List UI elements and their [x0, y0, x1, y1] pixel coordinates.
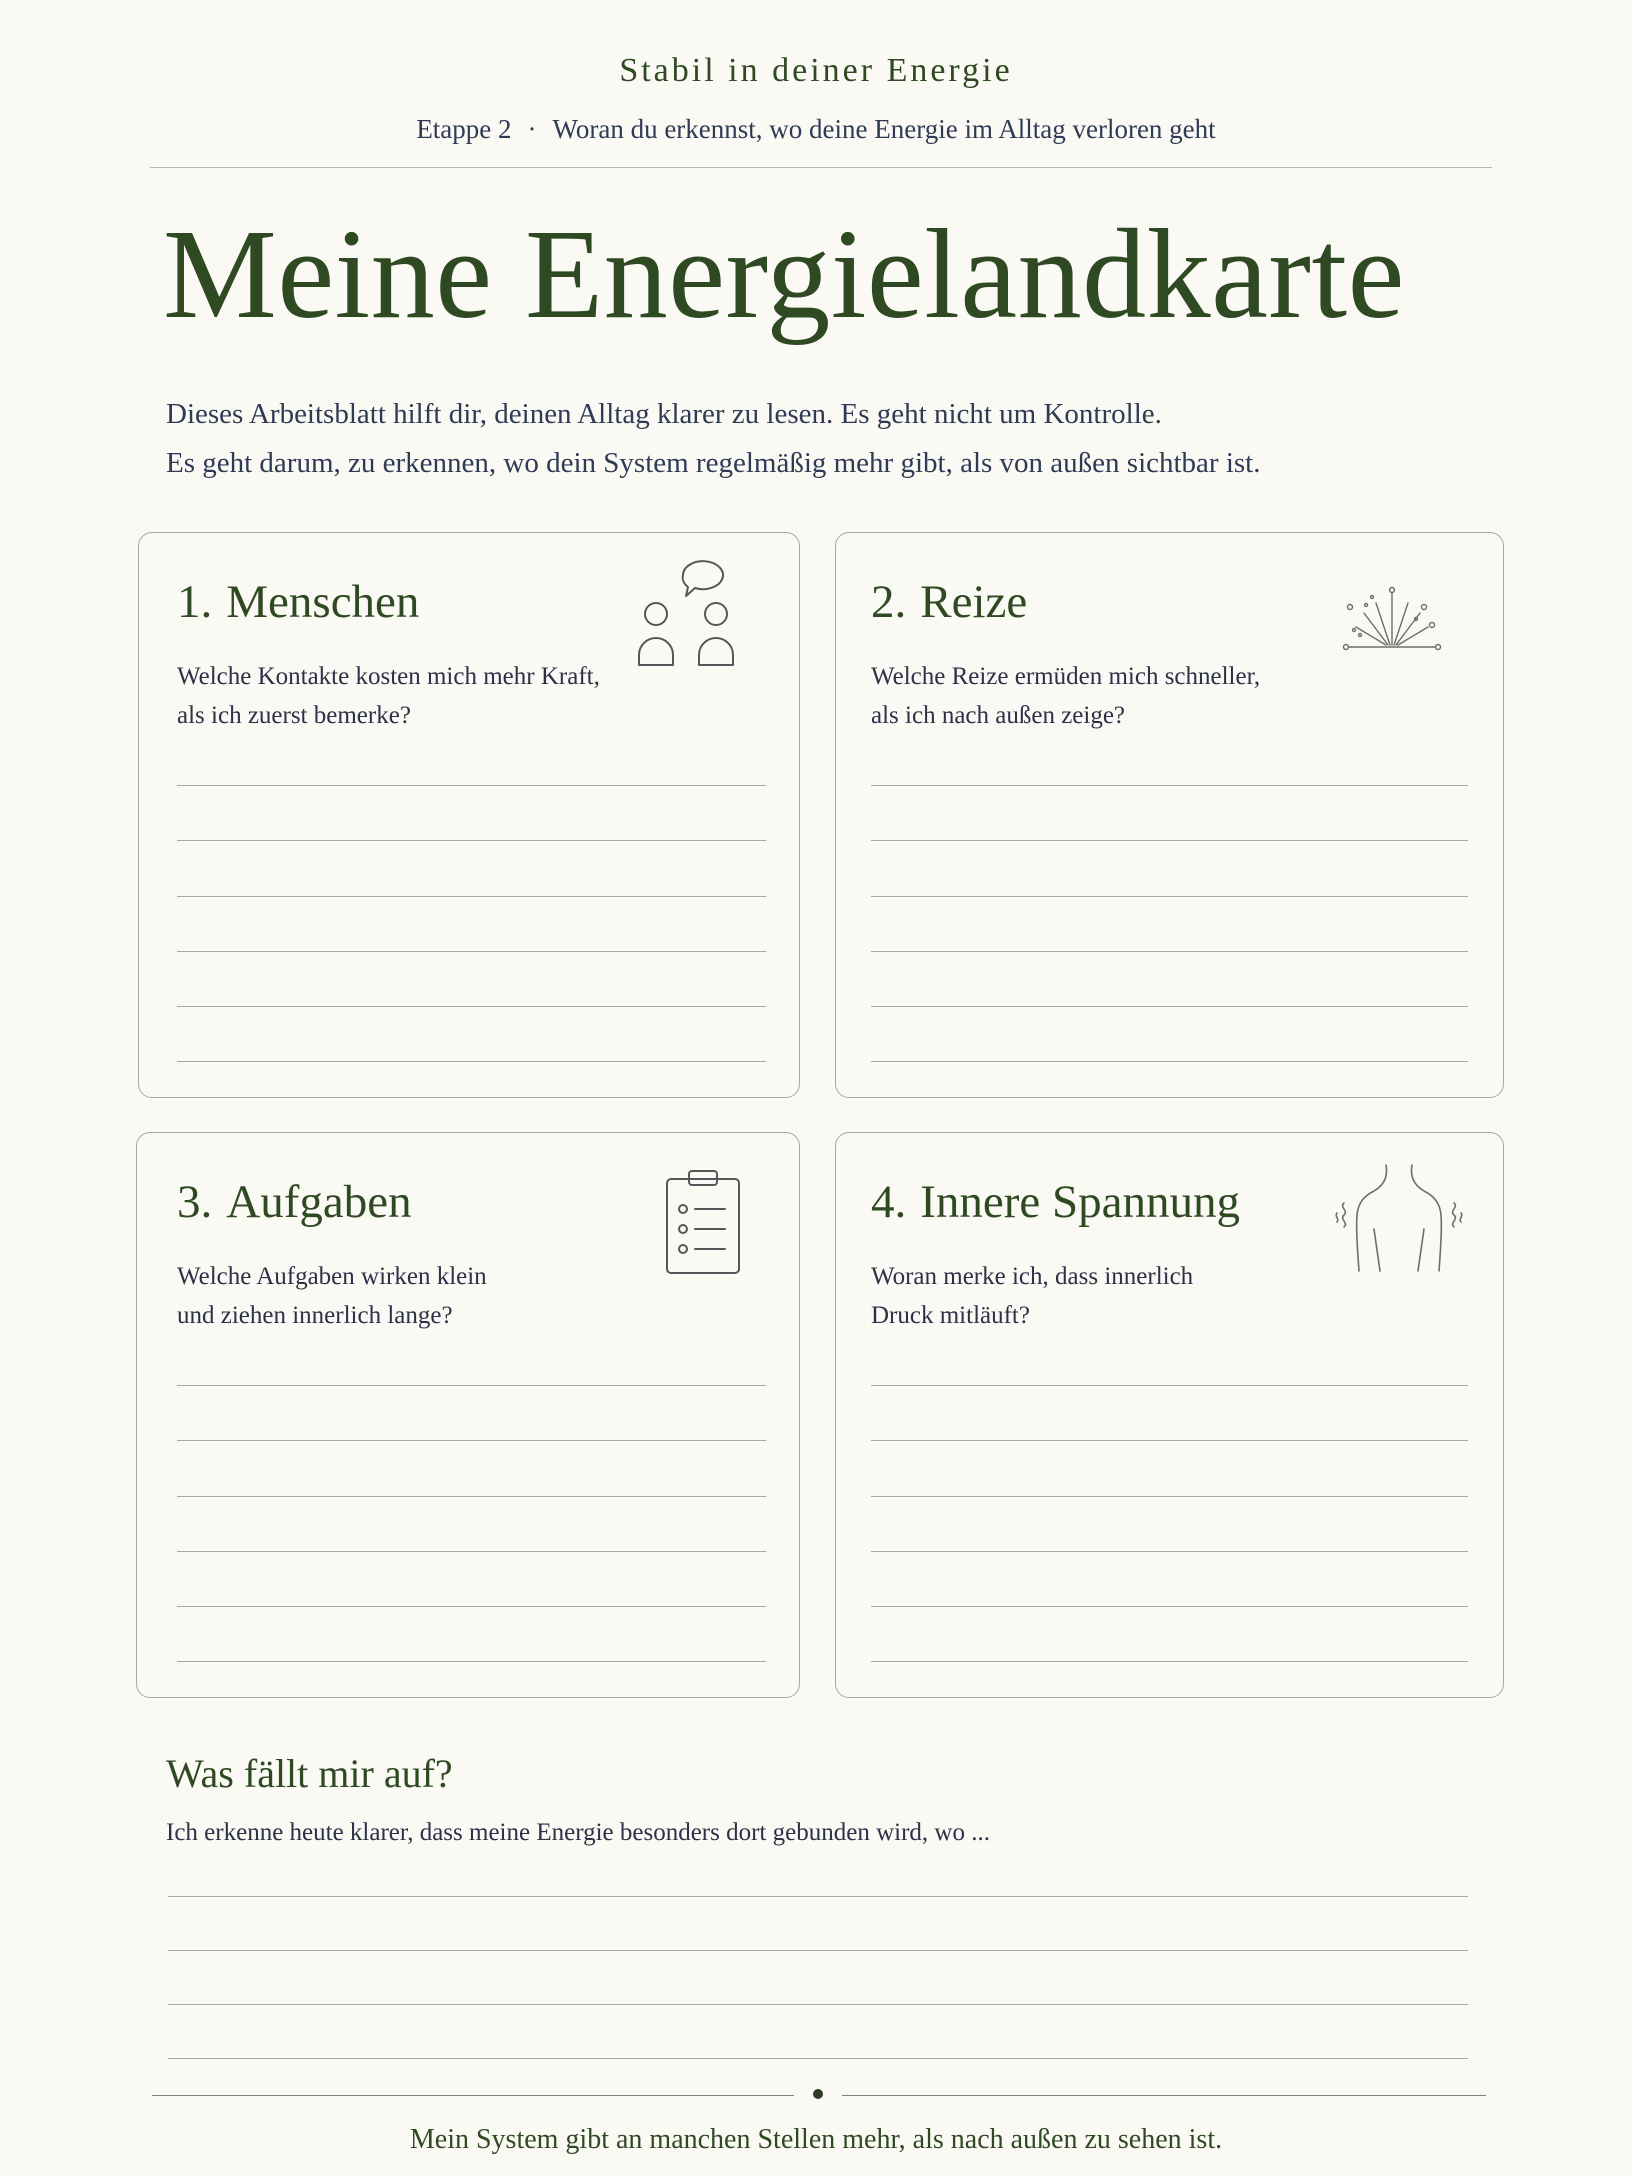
- write-line: [871, 1061, 1468, 1062]
- card-reize: [835, 532, 1504, 1098]
- write-line: [177, 785, 766, 786]
- write-line: [871, 1385, 1468, 1386]
- question-line-1: Welche Reize ermüden mich schneller,: [871, 663, 1261, 690]
- stage-label: Etappe 2: [416, 114, 512, 144]
- write-line: [177, 951, 766, 952]
- write-line: [871, 1496, 1468, 1497]
- write-line: [871, 785, 1468, 786]
- stage-separator: ·: [527, 114, 537, 144]
- header-divider: [150, 167, 1492, 168]
- reflection-write-line: [168, 1950, 1468, 1951]
- stage-line: [0, 114, 1632, 145]
- intro-line-1: Dieses Arbeitsblatt hilft dir, deinen Alltag klarer zu lesen. Es geht nicht um Kontrolle.: [166, 398, 1162, 430]
- reflection-title: Was fällt mir auf?: [166, 1751, 453, 1796]
- card-number: 4.: [871, 1176, 907, 1228]
- write-line: [871, 1006, 1468, 1007]
- card-heading: Aufgaben: [226, 1176, 412, 1228]
- question-line-2: und ziehen innerlich lange?: [177, 1302, 453, 1329]
- question-line-1: Welche Aufgaben wirken klein: [177, 1263, 487, 1290]
- card-number: 2.: [871, 576, 907, 628]
- footer-text: Mein System gibt an manchen Stellen mehr, als nach außen zu sehen ist.: [409, 2124, 1223, 2155]
- reflection-prompt: Ich erkenne heute klarer, dass meine Energie besonders dort gebunden wird, wo ...: [166, 1819, 990, 1846]
- card-number: 1.: [177, 576, 213, 628]
- footer-dot-ornament: [813, 2089, 823, 2099]
- card-heading: Menschen: [226, 576, 420, 628]
- write-line: [177, 1661, 766, 1662]
- page-title: Meine Energielandkarte: [163, 203, 1405, 345]
- answer-lines: [871, 1133, 1468, 1697]
- write-line: [871, 1440, 1468, 1441]
- card-menschen: [138, 532, 800, 1098]
- question-line-2: Druck mitläuft?: [871, 1302, 1030, 1329]
- reflection-write-line: [168, 1896, 1468, 1897]
- question-line-1: Woran merke ich, dass innerlich: [871, 1263, 1194, 1290]
- write-line: [177, 1385, 766, 1386]
- write-line: [871, 1661, 1468, 1662]
- write-line: [177, 1606, 766, 1607]
- intro-text: [166, 390, 1546, 488]
- write-line: [177, 896, 766, 897]
- write-line: [177, 1440, 766, 1441]
- write-line: [871, 840, 1468, 841]
- question-line-2: als ich nach außen zeige?: [871, 702, 1126, 729]
- write-line: [871, 1551, 1468, 1552]
- write-line: [177, 840, 766, 841]
- intro-line-2: Es geht darum, zu erkennen, wo dein System regelmäßig mehr gibt, als von außen sichtbar ist.: [166, 447, 1261, 479]
- stage-subtitle: Woran du erkennst, wo deine Energie im Alltag verloren geht: [552, 114, 1216, 144]
- answer-lines: [177, 533, 766, 1097]
- write-line: [871, 951, 1468, 952]
- card-heading: Reize: [920, 576, 1028, 628]
- reflection-write-line: [168, 2004, 1468, 2005]
- question-line-2: als ich zuerst bemerke?: [177, 702, 411, 729]
- write-line: [871, 896, 1468, 897]
- footer-divider-left: [152, 2095, 794, 2096]
- write-line: [177, 1551, 766, 1552]
- reflection-write-line: [168, 2058, 1468, 2059]
- write-line: [177, 1496, 766, 1497]
- card-innere-spannung: [835, 1132, 1504, 1698]
- card-aufgaben: [136, 1132, 800, 1698]
- answer-lines: [871, 533, 1468, 1097]
- footer-divider-right: [842, 2095, 1486, 2096]
- write-line: [177, 1061, 766, 1062]
- series-title: Stabil in deiner Energie: [619, 52, 1013, 89]
- card-number: 3.: [177, 1176, 213, 1228]
- question-line-1: Welche Kontakte kosten mich mehr Kraft,: [177, 663, 600, 690]
- write-line: [871, 1606, 1468, 1607]
- answer-lines: [177, 1133, 766, 1697]
- card-heading: Innere Spannung: [920, 1176, 1241, 1228]
- write-line: [177, 1006, 766, 1007]
